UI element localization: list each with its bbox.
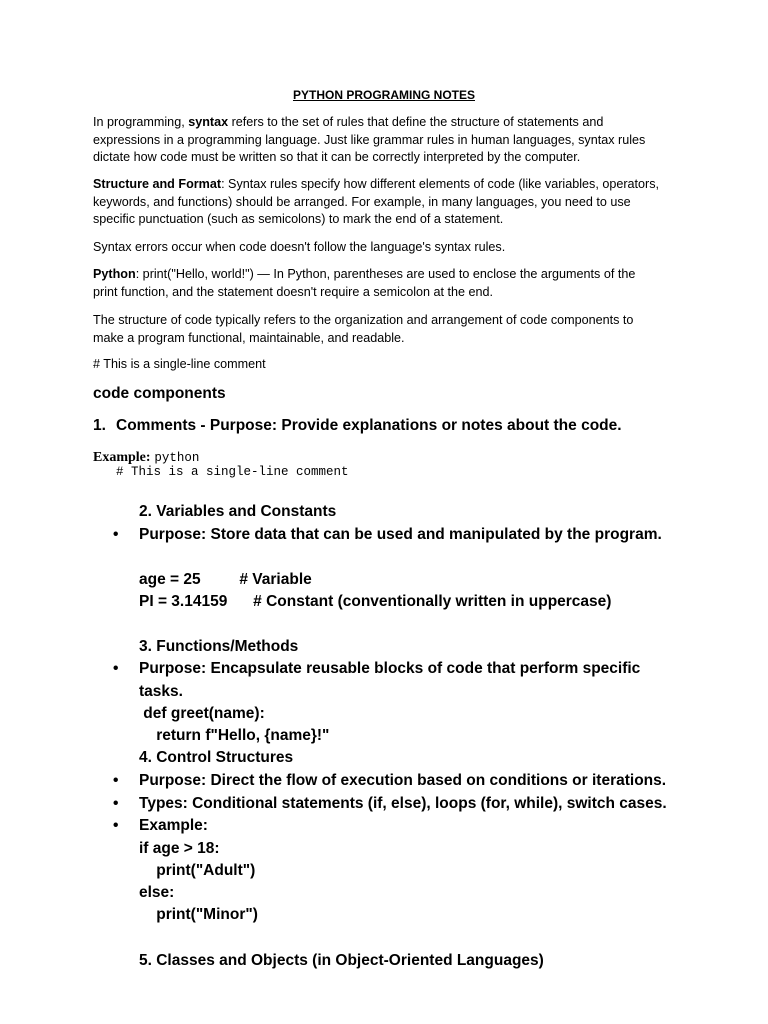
- list-number: 1.: [93, 417, 106, 434]
- example-label-line: [93, 449, 199, 466]
- bullet-dot: •: [113, 660, 119, 677]
- heading-control-structures: 4. Control Structures: [139, 749, 294, 766]
- code-comment-line: # This is a single-line comment: [116, 465, 349, 479]
- text-run: refers to the set of rules that define the structure of statements and: [228, 115, 604, 129]
- text-run: In programming,: [93, 115, 189, 129]
- code-if-line: if age > 18:: [139, 840, 220, 857]
- paragraph-line: dictate how code must be written so that it can be correctly interpreted by the computer.: [93, 150, 581, 165]
- code-def-line: def greet(name):: [139, 705, 265, 722]
- bullet-control-purpose: Purpose: Direct the flow of execution based on conditions or iterations.: [139, 772, 667, 789]
- bullet-functions-purpose-cont: tasks.: [139, 683, 183, 700]
- bullet-dot: •: [113, 772, 119, 789]
- code-else-line: else:: [139, 884, 175, 901]
- example-colon: :: [145, 450, 151, 465]
- heading-variables-constants: 2. Variables and Constants: [139, 503, 337, 520]
- bold-term: syntax: [188, 115, 229, 129]
- paragraph-line: print function, and the statement doesn't require a semicolon at the end.: [93, 284, 494, 299]
- paragraph-line: specific punctuation (such as semicolons) to mark the end of a statement.: [93, 212, 504, 227]
- example-label: Example: [93, 450, 146, 465]
- paragraph-python-print: [93, 266, 683, 301]
- bullet-control-example: Example:: [139, 817, 208, 834]
- bullet-control-types: Types: Conditional statements (if, else), loops (for, while), switch cases.: [139, 795, 667, 812]
- code-print-minor-line: print("Minor"): [139, 906, 258, 923]
- bullet-dot: •: [113, 795, 119, 812]
- paragraph-syntax: [93, 114, 683, 167]
- text-run: : print("Hello, world!") — In Python, parentheses are used to enclose the arguments of the: [135, 267, 636, 281]
- paragraph-line: The structure of code typically refers to the organization and arrangement of code components to: [93, 313, 634, 327]
- bullet-variables-purpose: Purpose: Store data that can be used and manipulated by the program.: [139, 526, 662, 543]
- paragraph-code-structure: [93, 312, 683, 347]
- heading-code-components: code components: [93, 385, 226, 402]
- code-print-adult-line: print("Adult"): [139, 862, 256, 879]
- heading-text: Comments - Purpose: Provide explanations or notes about the code.: [116, 417, 622, 434]
- paragraph-syntax-errors: [93, 239, 683, 257]
- heading-comments: [93, 417, 622, 435]
- paragraph-line: Syntax errors occur when code doesn't follow the language's syntax rules.: [93, 240, 506, 254]
- paragraph-line: # This is a single-line comment: [93, 357, 266, 371]
- paragraph-line: [93, 114, 683, 132]
- code-variable-line: age = 25 # Variable: [139, 571, 312, 588]
- heading-classes-objects: 5. Classes and Objects (in Object-Oriented Languages): [139, 952, 544, 969]
- bold-term: Python: [93, 267, 136, 281]
- paragraph-line: [93, 266, 683, 284]
- heading-functions-methods: 3. Functions/Methods: [139, 638, 299, 655]
- paragraph-line: keywords, and functions) should be arranged. For example, in many languages, you need to use: [93, 194, 631, 209]
- paragraph-structure-format: [93, 176, 683, 229]
- text-run: : Syntax rules specify how different elements of code (like variables, operators,: [221, 177, 660, 191]
- document-title: PYTHON PROGRAMING NOTES: [292, 88, 475, 102]
- code-constant-line: PI = 3.14159 # Constant (conventionally written in uppercase): [139, 593, 612, 610]
- bold-term: Structure and Format: [93, 177, 222, 191]
- code-return-line: return f"Hello, {name}!": [139, 727, 330, 744]
- bullet-functions-purpose: Purpose: Encapsulate reusable blocks of code that perform specific: [139, 660, 641, 677]
- example-language: python: [154, 451, 200, 465]
- paragraph-comment-example: [93, 356, 683, 374]
- paragraph-line: expressions in a programming language. Just like grammar rules in human languages, syntax rules: [93, 132, 646, 147]
- paragraph-line: make a program functional, maintainable, and readable.: [93, 330, 405, 345]
- bullet-dot: •: [113, 817, 119, 834]
- paragraph-line: [93, 176, 683, 194]
- bullet-dot: •: [113, 526, 119, 543]
